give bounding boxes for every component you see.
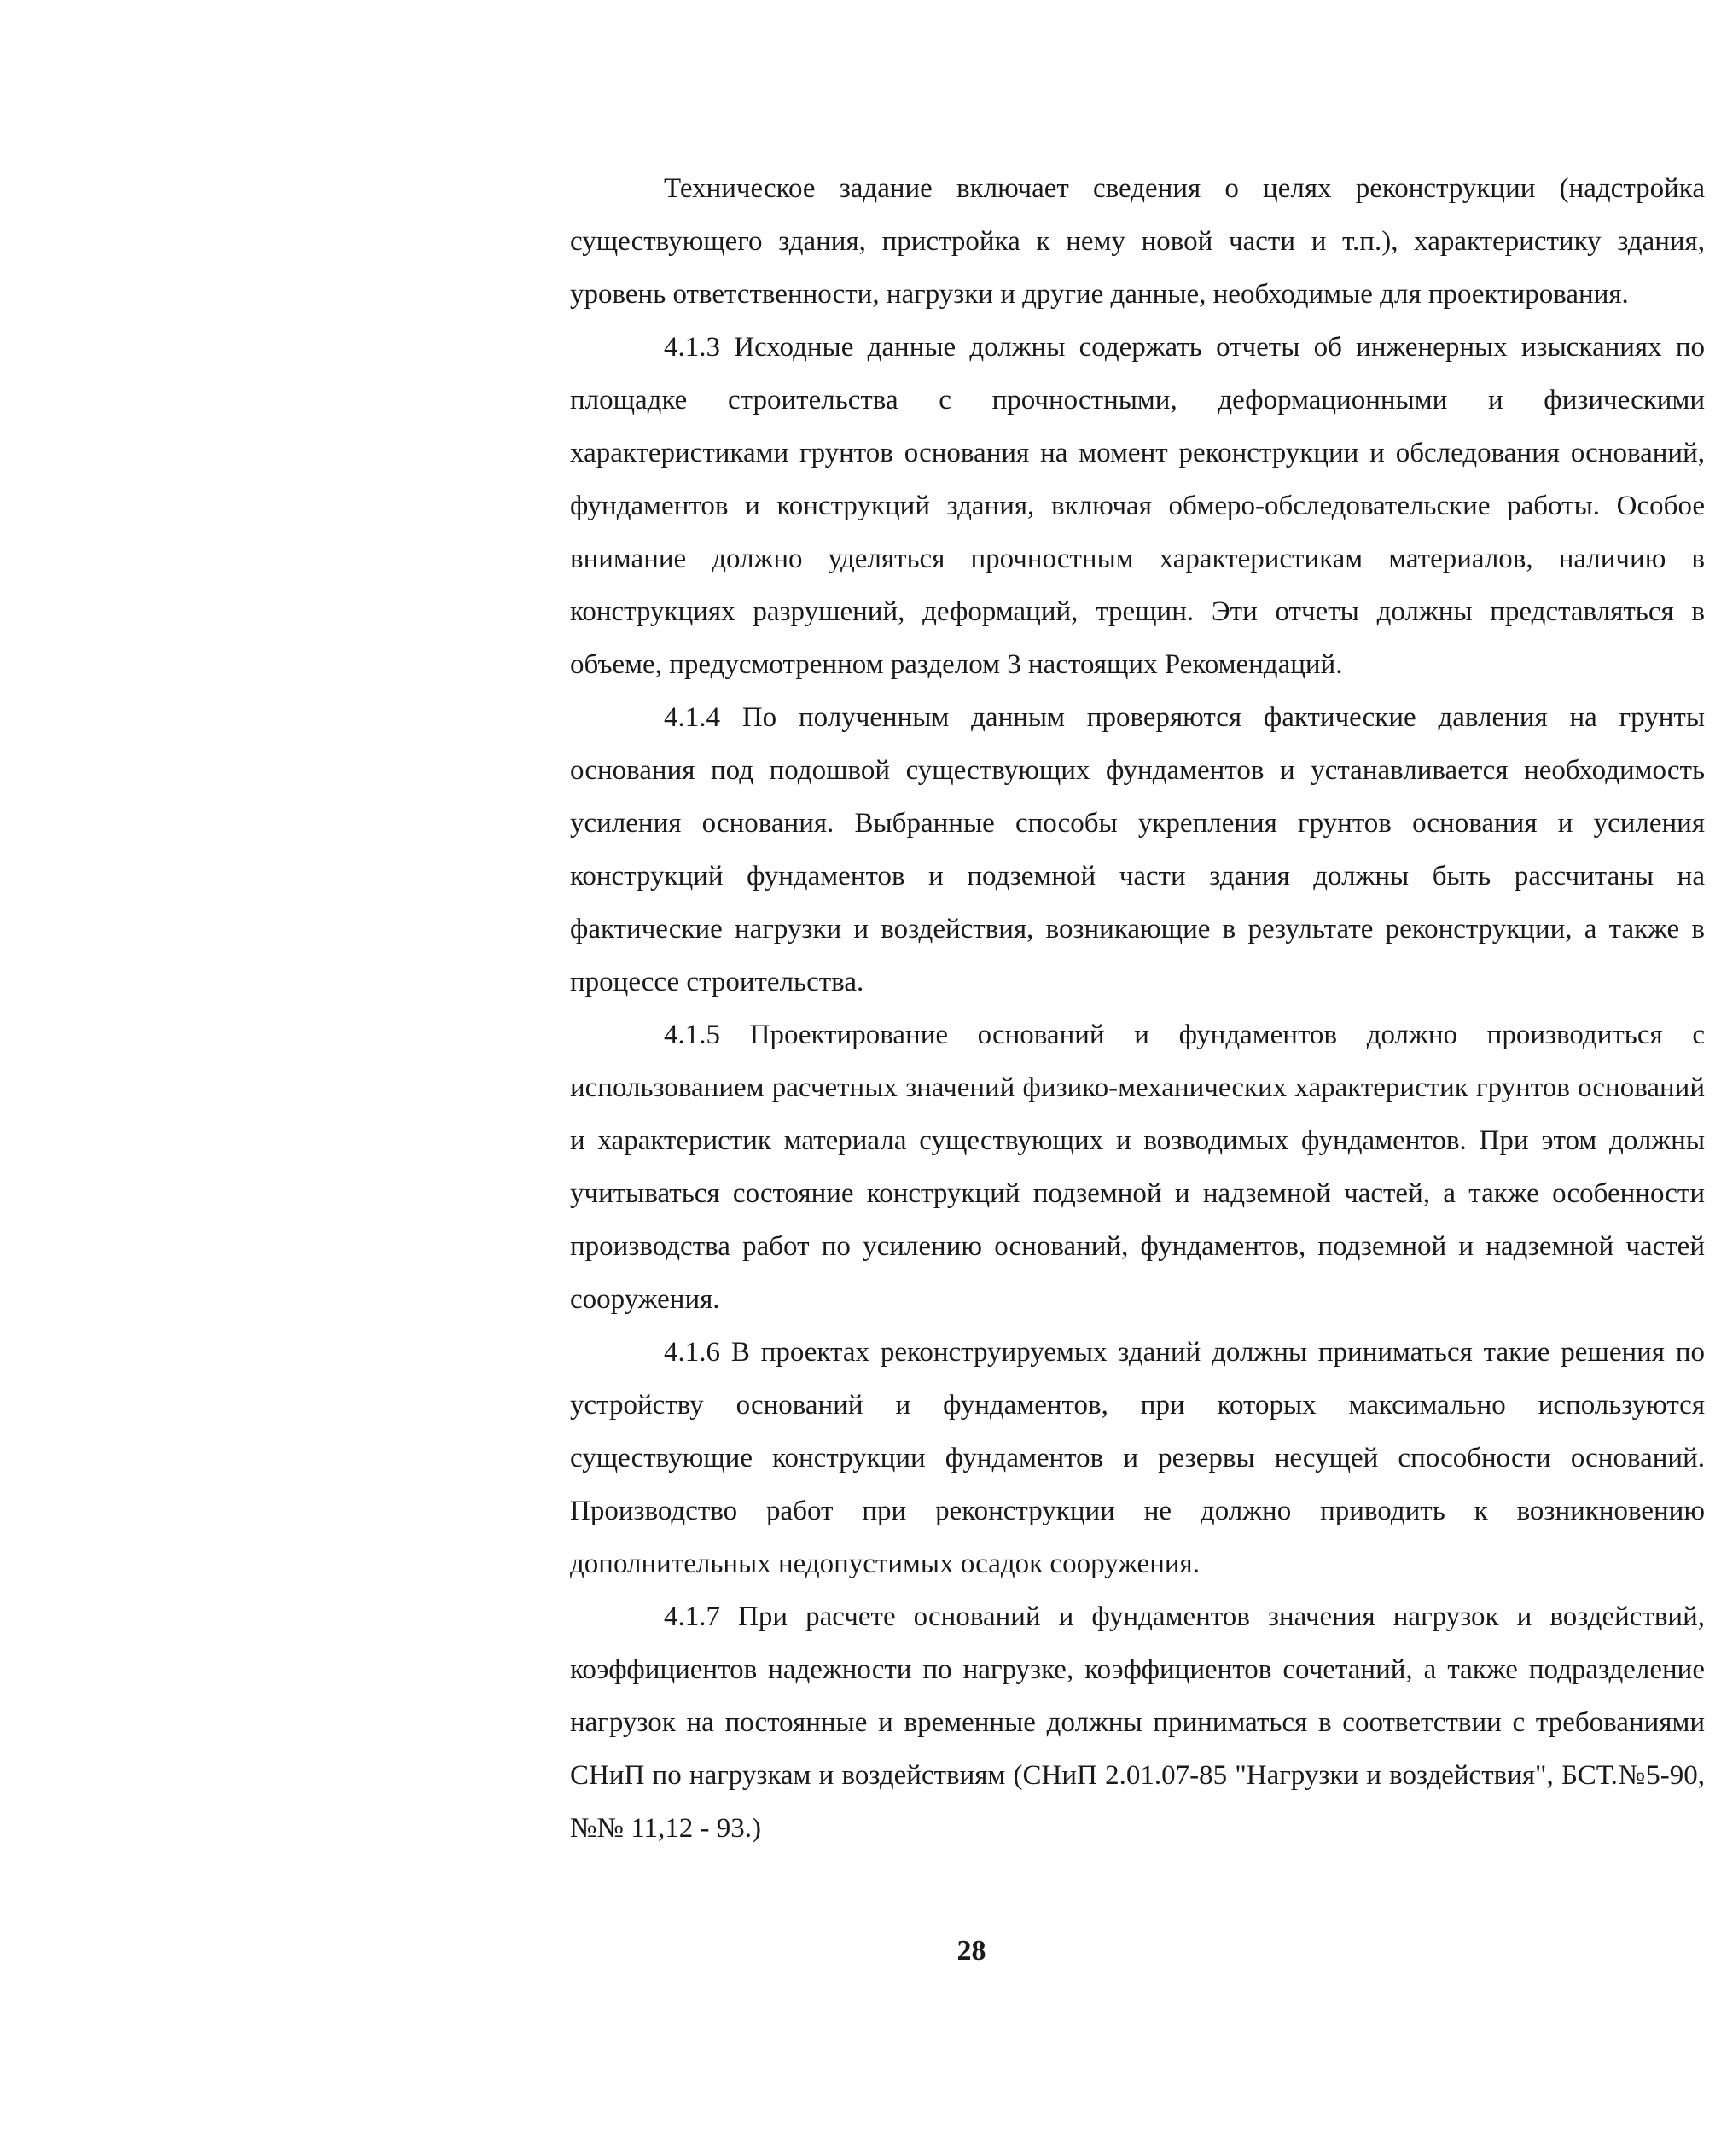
page-number: 28 (956, 1935, 986, 1967)
paragraph-4-1-7: 4.1.7 При расчете оснований и фундаментов значения нагрузок и воздействий, коэффициентов надежности по нагрузке, коэффициентов сочетаний, а также подразделение нагрузок на постоянные и временные должны приниматься в соответствии с требованиями СНиП по нагрузкам и воздействиям (СНиП 2.01.07-85 "Нагрузки и воздействия", БСТ.№5-90, №№ 11,12 - 93.) (570, 1601, 1705, 1844)
paragraph-4-1-4: 4.1.4 По полученным данным проверяются фактические давления на грунты основания под подошвой существующих фундаментов и устанавливается необходимость усиления основания. Выбранные способы укрепления грунтов основания и усиления конструкций фундаментов и подземной части здания должны быть рассчитаны на фактические нагрузки и воздействия, возникающие в результате реконструкции, а также в процессе строительства. (570, 702, 1705, 997)
paragraph-4-1-6: 4.1.6 В проектах реконструируемых зданий должны приниматься такие решения по устройству оснований и фундаментов, при которых максимально используются существующие конструкции фундаментов и резервы несущей способности оснований. Производство работ при реконструкции не должно приводить к возникновению дополнительных недопустимых осадок сооружения. (570, 1337, 1705, 1579)
paragraph-4-1-3: 4.1.3 Исходные данные должны содержать отчеты об инженерных изысканиях по площадке строительства с прочностными, деформационными и физическими характеристиками грунтов основания на момент реконструкции и обследования оснований, фундаментов и конструкций здания, включая обмеро-обследовательские работы. Особое внимание должно уделяться прочностным характеристикам материалов, наличию в конструкциях разрушений, деформаций, трещин. Эти отчеты должны представляться в объеме, предусмотренном разделом 3 настоящих Рекомендаций. (570, 332, 1705, 680)
paragraph-4-1-5: 4.1.5 Проектирование оснований и фундаментов должно производиться с использованием расчетных значений физико-механических характеристик грунтов оснований и характеристик материала существующих и возводимых фундаментов. При этом должны учитываться состояние конструкций подземной и надземной частей, а также особенности производства работ по усилению оснований, фундаментов, подземной и надземной частей сооружения. (570, 1020, 1705, 1315)
paragraph-intro: Техническое задание включает сведения о целях реконструкции (надстройка существующего здания, пристройка к нему новой части и т.п.), характеристику здания, уровень ответственности, нагрузки и другие данные, необходимые для проектирования. (570, 173, 1705, 310)
body-text (570, 162, 1705, 1855)
